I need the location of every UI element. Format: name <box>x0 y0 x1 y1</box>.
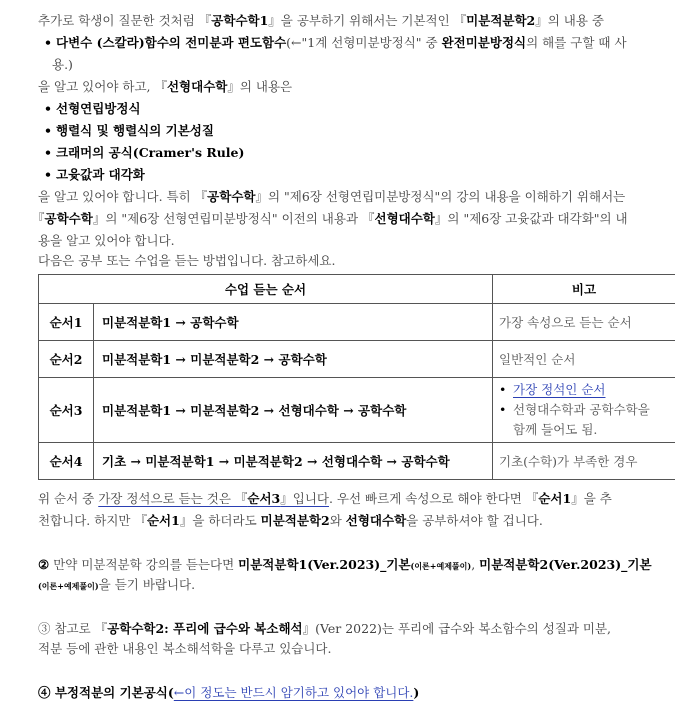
para-1-line-1: 을 알고 있어야 합니다. 특히 『공학수학』의 "제6장 선형연립미분방정식"의 강의 내용을 이해하기 위해서는 <box>38 189 626 204</box>
topic-bullet: • 선형연립방정식 <box>44 101 141 116</box>
bullet-icon: • <box>499 402 507 417</box>
topic-bullet: • 고윳값과 대각화 <box>44 167 145 182</box>
intro-bullet-1-cont: 용.) <box>52 57 73 72</box>
para-2: 다음은 공부 또는 수업을 듣는 방법입니다. 참고하세요. <box>38 253 336 268</box>
order-cell: 순서1 <box>39 304 94 341</box>
note-cell: 가장 속성으로 듣는 순서 <box>493 304 675 341</box>
topic-bullet: • 크래머의 공식(Cramer's Rule) <box>44 145 245 160</box>
bullet-icon: • <box>44 101 52 116</box>
table-row <box>39 304 675 341</box>
path-cell: 미분적분학1 → 미분적분학2 → 선형대수학 → 공학수학 <box>94 378 493 443</box>
section-3-line-2: 적분 등에 관한 내용인 복소해석학을 다루고 있습니다. <box>38 641 332 656</box>
study-order-table <box>38 274 675 480</box>
after-line-1: 위 순서 중 가장 정석으로 듣는 것은 『순서3』입니다. 우선 빠르게 속성으로 해야 한다면 『순서1』을 추 <box>38 491 612 506</box>
table-header-row <box>39 275 675 304</box>
header-note: 비고 <box>493 275 675 304</box>
topic-bullet: • 행렬식 및 행렬식의 기본성질 <box>44 123 214 138</box>
header-order: 수업 듣는 순서 <box>39 275 493 304</box>
intro-bullet-1: • 다변수 (스칼라)함수의 전미분과 편도함수(←"1계 선형미분방정식" 중 완전미분방정식의 해를 구할 때 사 <box>44 35 627 50</box>
bullet-icon: • <box>499 382 507 397</box>
after-line-2: 천합니다. 하지만 『순서1』을 하더라도 미분적분학2와 선형대수학을 공부하셔야 할 겁니다. <box>38 513 543 528</box>
intro-line-1: 추가로 학생이 질문한 것처럼 『공학수학1』을 공부하기 위해서는 기본적인 『미분적분학2』의 내용 중 <box>38 13 604 28</box>
order-cell: 순서4 <box>39 443 94 480</box>
note-cont: 함께 들어도 됨. <box>513 422 598 437</box>
section-3-line-1: ③ 참고로 『공학수학2: 푸리에 급수와 복소해석』(Ver 2022)는 푸리에 급수와 복소함수의 성질과 미분, <box>38 621 612 636</box>
intro-line-2: 을 알고 있어야 하고, 『선형대수학』의 내용은 <box>38 79 293 94</box>
section-2-line-1: ② 만약 미분적분학 강의를 듣는다면 미분적분학1(Ver.2023)_기본(이론+예제풀이), 미분적분학2(Ver.2023)_기본 <box>38 557 652 572</box>
table-row <box>39 341 675 378</box>
section-2-line-2: (이론+예제풀이)을 듣기 바랍니다. <box>38 577 196 592</box>
bullet-icon: • <box>44 35 52 50</box>
path-cell: 기초 → 미분적분학1 → 미분적분학2 → 선형대수학 → 공학수학 <box>94 443 493 480</box>
note-cell: 기초(수학)가 부족한 경우 <box>493 443 675 480</box>
table-row <box>39 378 675 443</box>
path-cell: 미분적분학1 → 공학수학 <box>94 304 493 341</box>
para-1-line-2: 『공학수학』의 "제6장 선형연립미분방정식" 이전의 내용과 『선형대수학』의 "제6장 고윳값과 대각화"의 내 <box>32 211 628 226</box>
note-link: 가장 정석인 순서 <box>513 382 606 397</box>
order-cell: 순서2 <box>39 341 94 378</box>
bullet-icon: • <box>44 145 52 160</box>
note-bullet: • 선형대수학과 공학수학을 <box>499 400 674 420</box>
section-4-heading: ④ 부정적분의 기본공식(←이 정도는 반드시 암기하고 있어야 합니다.) <box>38 685 420 700</box>
note-bullet <box>499 380 674 400</box>
note-cell: 일반적인 순서 <box>493 341 675 378</box>
order-cell: 순서3 <box>39 378 94 443</box>
bullet-icon: • <box>44 123 52 138</box>
note-cell <box>493 378 675 443</box>
path-cell: 미분적분학1 → 미분적분학2 → 공학수학 <box>94 341 493 378</box>
bullet-icon: • <box>44 167 52 182</box>
para-1-line-3: 용을 알고 있어야 합니다. <box>38 233 175 248</box>
table-row <box>39 443 675 480</box>
